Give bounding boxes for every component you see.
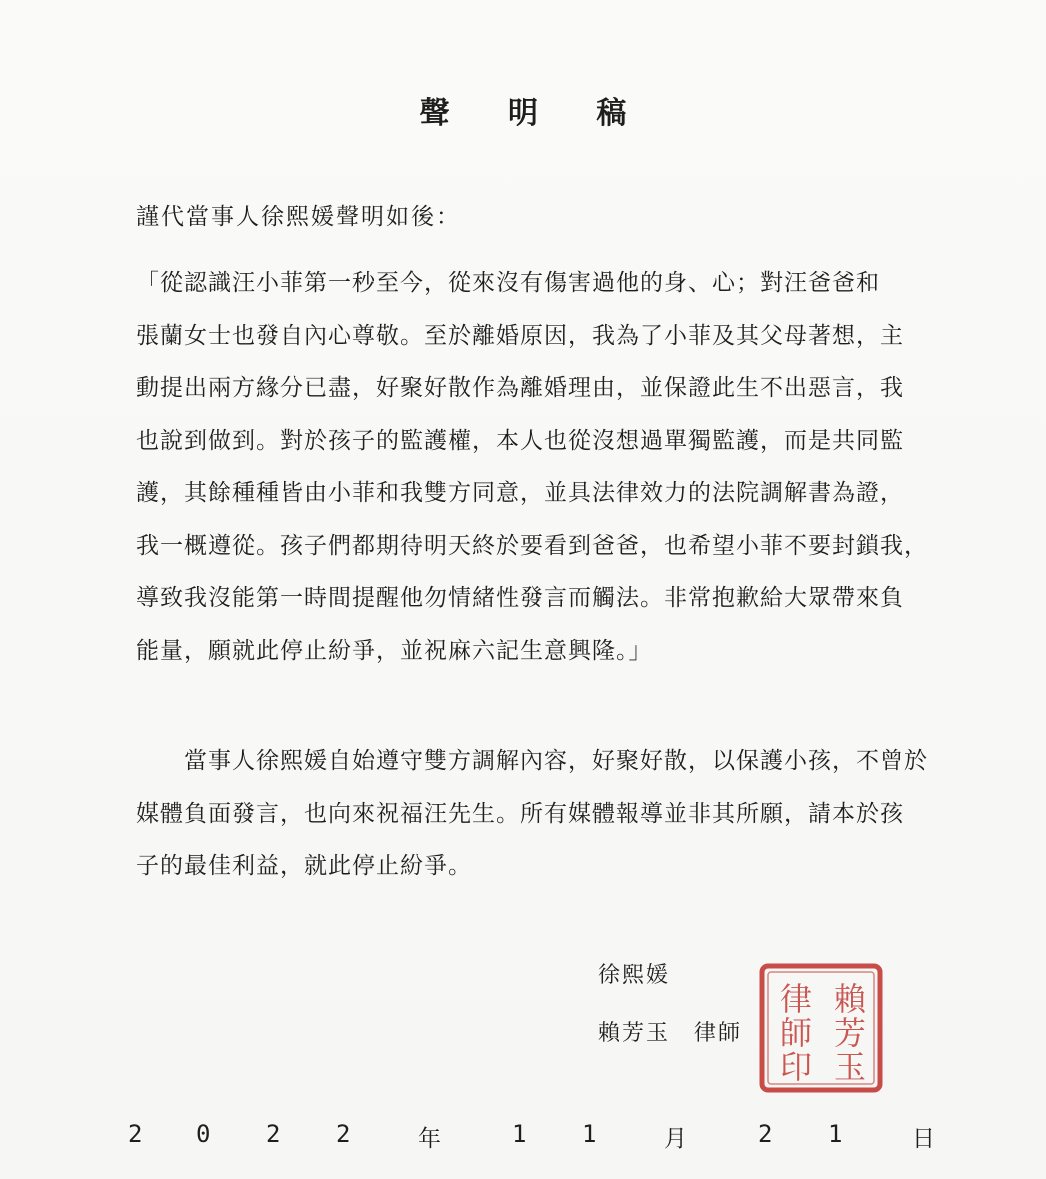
closing-line: 子的最佳利益，就此停止紛爭。 <box>136 853 472 879</box>
date-char: 日 <box>912 1126 935 1152</box>
seal-character: 律 <box>779 980 813 1018</box>
statement-line: 「從認識汪小菲第一秒至今，從來沒有傷害過他的身、心；對汪爸爸和 <box>136 270 880 296</box>
closing-paragraph <box>136 735 936 893</box>
date-char: 年 <box>418 1126 441 1152</box>
seal-character: 玉 <box>833 1048 867 1086</box>
statement-line: 動提出兩方緣分已盡，好聚好散作為離婚理由，並保證此生不出惡言，我 <box>136 375 904 401</box>
date-char: 2 <box>128 1120 143 1148</box>
statement-line: 張蘭女士也發自內心尊敬。至於離婚原因，我為了小菲及其父母著想，主 <box>136 322 904 349</box>
date-char: 1 <box>828 1120 843 1148</box>
closing-line: 當事人徐熙媛自始遵守雙方調解內容，好聚好散，以保護小孩，不曾於 <box>136 748 928 774</box>
date-char: 2 <box>758 1120 773 1148</box>
lawyer-seal <box>758 962 884 1094</box>
date-char: 0 <box>196 1120 211 1148</box>
signatory-client: 徐熙媛 <box>598 963 671 988</box>
seal-character: 印 <box>779 1048 813 1086</box>
date-char: 2 <box>266 1120 281 1148</box>
closing-line: 媒體負面發言，也向來祝福汪先生。所有媒體報導並非其所願，請本於孩 <box>136 800 904 827</box>
statement-line: 導致我沒能第一時間提醒他勿情緒性發言而觸法。非常抱歉給大眾帶來負 <box>136 585 904 611</box>
salutation: 謹代當事人徐熙媛聲明如後： <box>136 204 461 230</box>
date-char: 1 <box>512 1120 527 1148</box>
statement-paragraph <box>136 257 936 677</box>
date-char: 1 <box>582 1120 597 1148</box>
seal-character: 師 <box>779 1014 813 1052</box>
document-title: 聲 明 稿 <box>419 96 651 131</box>
statement-line: 護，其餘種種皆由小菲和我雙方同意，並具法律效力的法院調解書為證， <box>136 480 904 506</box>
statement-line: 能量，願就此停止紛爭，並祝麻六記生意興隆。」 <box>136 637 653 664</box>
statement-line: 也說到做到。對於孩子的監護權，本人也從沒想過單獨監護，而是共同監 <box>136 427 904 454</box>
document-date <box>0 1120 1046 1160</box>
date-char: 月 <box>664 1126 687 1152</box>
date-char: 2 <box>336 1120 351 1148</box>
seal-character: 芳 <box>833 1014 867 1052</box>
statement-line: 我一概遵從。孩子們都期待明天終於要看到爸爸，也希望小菲不要封鎖我， <box>136 532 928 559</box>
signatory-lawyer: 賴芳玉 律師 <box>598 1021 743 1046</box>
seal-character: 賴 <box>833 980 867 1018</box>
